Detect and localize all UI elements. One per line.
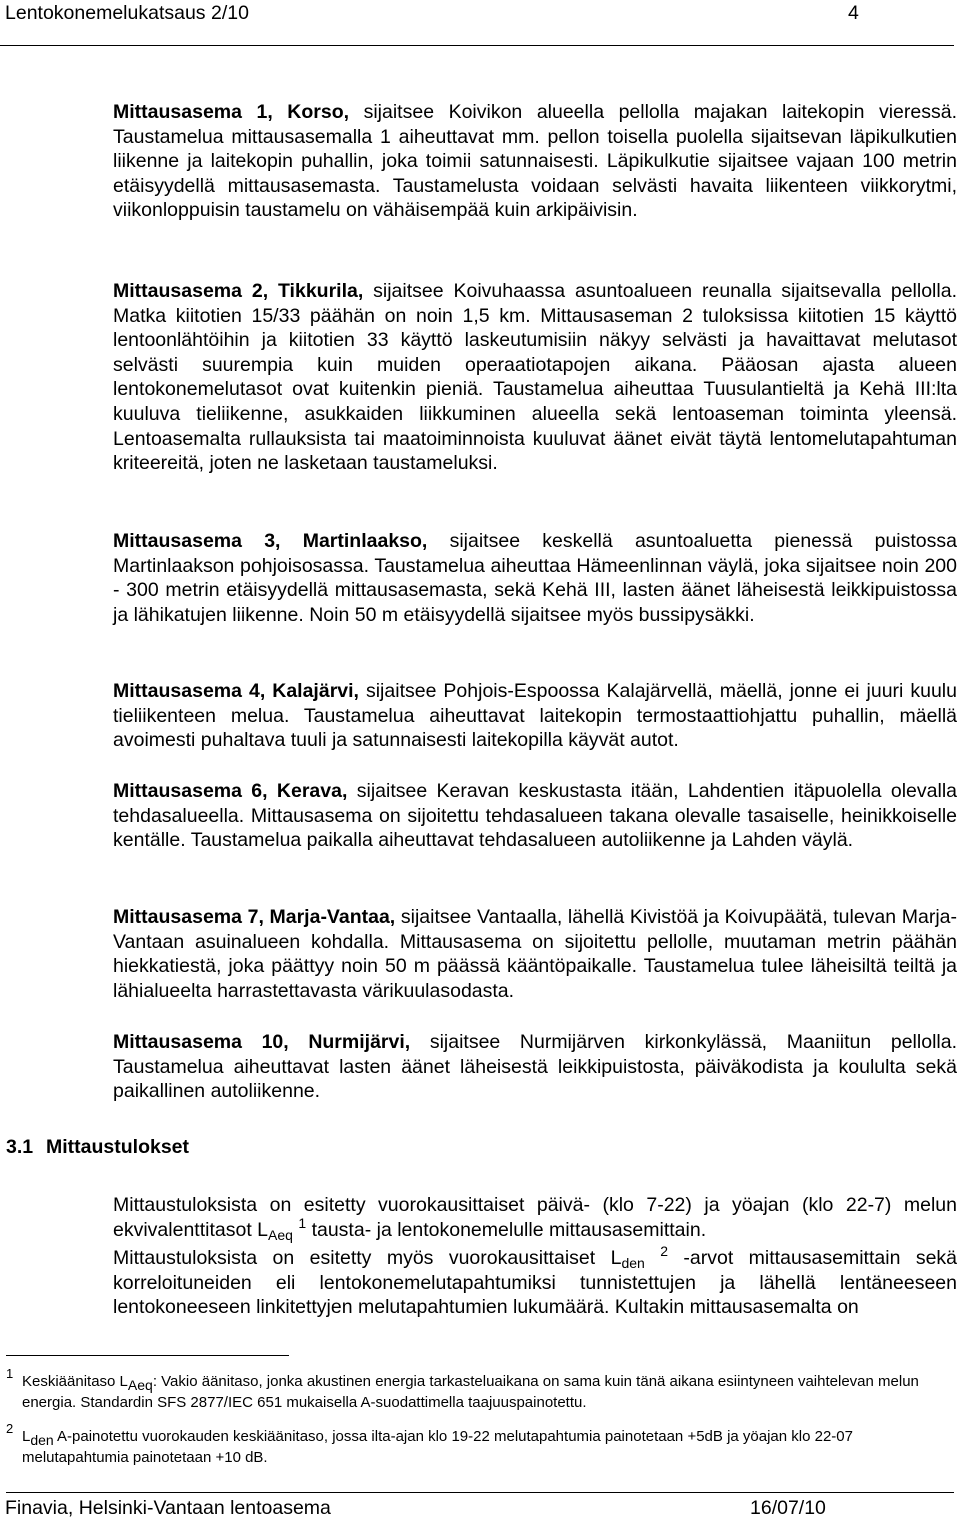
footnote-2-text-a: L xyxy=(22,1428,31,1445)
section-title: Mittaustulokset xyxy=(46,1136,190,1158)
footer-divider xyxy=(6,1492,954,1493)
footnote-2-text-b: A-painotettu vuorokauden keskiäänitaso, jossa ilta-ajan klo 19-22 melutapahtumia painotetaan +5dB ja yöajan klo 22-07 melutapahtumia painotetaan +10 dB. xyxy=(22,1428,853,1466)
station-1-text: sijaitsee Koivikon alueella pellolla majakan laitekopin vieressä. Taustamelua mittausasemalla 1 aiheuttavat mm. pellon toisella puolella sijaitsevan läpikulkutien liikenne ja laitekopin puhallin, joka toimii satunnaisesti. Läpikulkutie sijaitsee vajaan 100 metrin etäisyydellä mittausasemasta. Taustamelusta voidaan selvästi havaita liikenteen viikkorytmi, viikonloppuisin taustamelu on vähäisempää kuin arkipäivisin. xyxy=(113,101,957,222)
station-6-name: Mittausasema 6, Kerava, xyxy=(113,780,348,802)
station-10-name: Mittausasema 10, Nurmijärvi, xyxy=(113,1031,411,1053)
header-divider xyxy=(0,45,954,46)
footnote-ref-1[interactable]: 1 xyxy=(298,1214,307,1231)
footnote-1-text-a: Keskiäänitaso L xyxy=(22,1373,128,1390)
station-6-text: sijaitsee Keravan keskustasta itään, Lahdentien itäpuolella olevalla tehdasalueella. Mittausasema on sijoitettu tehdasalueen takana olevalle tasaiselle, heinikkoiselle kentälle. Taustamelua paikalla aiheuttavat tehdasalueen autoliikenne ja Lahden väylä. xyxy=(113,780,957,852)
station-7-text: sijaitsee Vantaalla, lähellä Kivistöä ja Koivupäätä, tulevan Marja-Vantaan asuinalueen kohdalla. Mittausasema on sijoitettu pellolle, muutaman metrin päähän hiekkatiestä, joka päättyy noin 50 m päässä kääntöpaikalle. Taustamelua tulee läheisiltä teiltä ja lähialueelta harrastettavasta värikuulasodasta. xyxy=(113,906,957,1002)
document-title: Lentokonemelukatsaus 2/10 xyxy=(5,2,249,24)
station-7-paragraph xyxy=(113,905,957,1003)
page-header xyxy=(0,0,960,54)
footer-organization: Finavia, Helsinki-Vantaan lentoasema xyxy=(5,1497,331,1519)
station-4-paragraph xyxy=(113,679,957,753)
results-text-2a: Mittaustuloksista on esitetty myös vuorokausittaiset L xyxy=(113,1247,622,1269)
station-3-paragraph xyxy=(113,529,957,627)
station-2-paragraph xyxy=(113,279,957,476)
footnote-1 xyxy=(6,1366,956,1413)
section-heading xyxy=(6,1136,189,1159)
station-4-text: sijaitsee Pohjois-Espoossa Kalajärvellä, mäellä, jonne ei juuri kuulu tieliikenteen melua. Taustamelua aiheuttavat laitekopin termostaattiohjattu puhallin, mäellä avoimesti puhaltava tuuli ja satunnaisesti laitekopilla käyvät autot. xyxy=(113,680,957,752)
station-7-name: Mittausasema 7, Marja-Vantaa, xyxy=(113,906,396,928)
results-text-1a: Mittaustuloksista on esitetty vuorokausittaiset päivä- (klo 7-22) ja yöajan (klo 22-7) melun ekvivalenttitasot L xyxy=(113,1194,957,1241)
results-text-2b: -arvot mittausasemittain sekä korreloituneiden eli lentokonemelutapahtumiksi tunnistettujen ja lähellä lentäneeseen lentokoneeseen linkitettyjen melutapahtumien lukumäärä. Kultakin mittausasemalta on xyxy=(113,1247,958,1319)
footnote-2 xyxy=(6,1421,956,1468)
results-paragraph-2 xyxy=(113,1243,958,1320)
station-2-name: Mittausasema 2, Tikkurila, xyxy=(113,280,364,302)
results-paragraph-1 xyxy=(113,1193,957,1242)
footnote-ref-2[interactable]: 2 xyxy=(660,1243,669,1259)
station-10-paragraph xyxy=(113,1030,957,1104)
footnote-1-text-b: : Vakio äänitaso, jonka akustinen energia tarkasteluaikana on sama kuin tänä aikana esiintyneen vaihtelevan melun energia. Standardin SFS 2877/IEC 651 mukaisella A-suodattimella taajuuspainotettu. xyxy=(22,1373,919,1411)
station-2-text: sijaitsee Koivuhaassa asuntoalueen reunalla sijaitsevalla pellolla. Matka kiitotien 15/33 päähän on noin 1,5 km. Mittausaseman 2 tuloksissa kiitotien 15 käyttö lentoonlähtöihin ja kiitotien 33 käyttö laskeutumisiin näkyy selvästi ja havaittavat melutasot selvästi suurempia kuin muiden operaatiotapojen aikana. Pääosan ajasta alueen lentokonemelutasot ovat kuitenkin pieniä. Taustamelua aiheuttaa Tuusulantieltä ja Kehä III:lta kuuluva tieliikenne, asukkaiden liikkuminen alueella sekä lentoaseman toiminta yleensä. Lentoasemalta rullauksista tai maatoiminnoista kuuluvat äänet eivät täytä lentomelutapahtuman kriteereitä, joten ne lasketaan taustameluksi. xyxy=(113,280,957,475)
station-1-name: Mittausasema 1, Korso, xyxy=(113,101,350,123)
footer-date: 16/07/10 xyxy=(750,1497,826,1519)
footnote-1-mark: 1 xyxy=(6,1366,14,1381)
footnote-1-subscript: Aeq xyxy=(127,1377,153,1393)
station-10-text: sijaitsee Nurmijärven kirkonkylässä, Maaniitun pellolla. Taustamelua aiheuttavat lasten äänet läheisestä leikkipuistosta, päiväkodista ja koululta sekä paikallinen autoliikenne. xyxy=(113,1031,957,1103)
footnote-divider xyxy=(6,1355,289,1356)
station-3-text: sijaitsee keskellä asuntoaluetta pienessä puistossa Martinlaakson pohjoisosassa. Taustamelua aiheuttaa Hämeenlinnan väylä, joka sijaitsee noin 200 - 300 metrin etäisyydellä mittausasemasta, sekä Kehä III, lasten äänet läheisestä leikkipuistossa ja lähikatujen liikenne. Noin 50 m etäisyydellä sijaitsee myös bussipysäkki. xyxy=(113,530,957,626)
footnote-2-subscript: den xyxy=(30,1432,54,1448)
footnote-2-mark: 2 xyxy=(6,1421,14,1436)
lden-subscript: den xyxy=(621,1255,645,1271)
station-1-paragraph xyxy=(113,100,957,223)
page-number: 4 xyxy=(848,2,859,24)
section-number: 3.1 xyxy=(6,1136,34,1158)
station-6-paragraph xyxy=(113,779,957,853)
results-text-1b: tausta- ja lentokonemelulle mittausasemittain. xyxy=(306,1218,707,1241)
station-3-name: Mittausasema 3, Martinlaakso, xyxy=(113,530,428,552)
station-4-name: Mittausasema 4, Kalajärvi, xyxy=(113,680,359,702)
laeq-subscript: Aeq xyxy=(268,1226,293,1243)
